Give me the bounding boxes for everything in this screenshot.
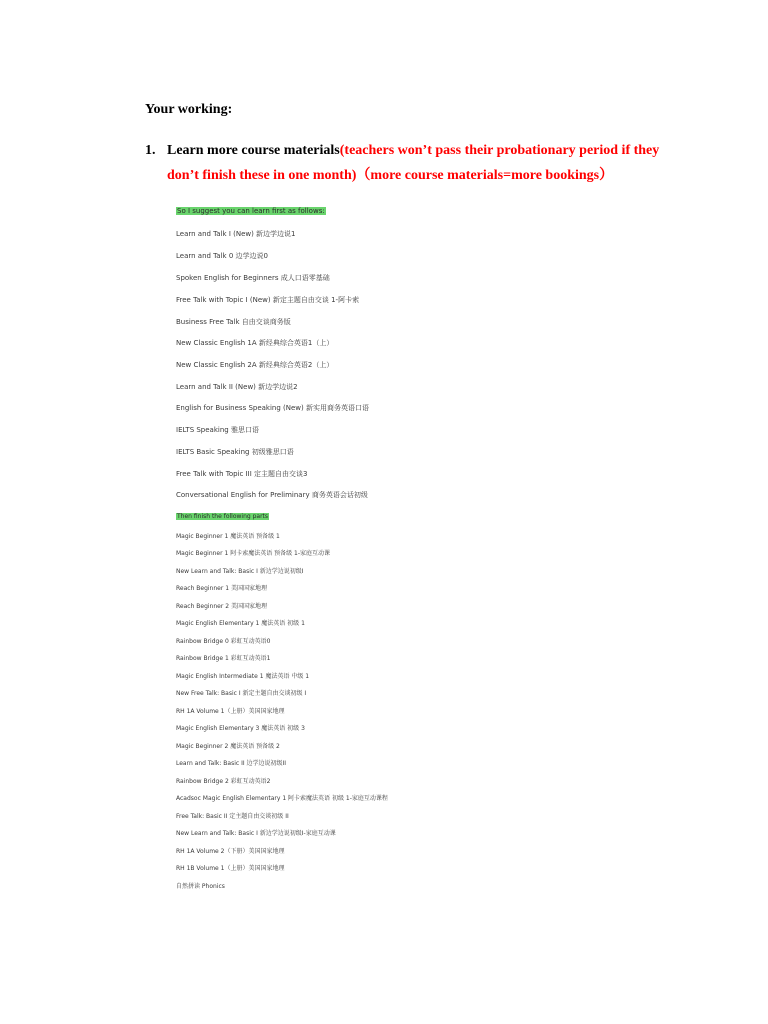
- highlight-first: [176, 207, 326, 215]
- list-item: Learn and Talk: Basic II 边学边说初级II: [176, 760, 287, 767]
- highlight-second: [176, 513, 269, 520]
- list-item: Free Talk with Topic I (New) 新定主题自由交谈 1-阿卡索: [176, 296, 360, 304]
- list-item: Acadsoc Magic English Elementary 1 阿卡索魔法英语 初级 1-家庭互动课程: [176, 795, 388, 802]
- item-text-black: Learn more course materials: [167, 143, 340, 158]
- list-item: Magic Beginner 2 魔法英语 预备级 2: [176, 743, 280, 750]
- list-item: Spoken English for Beginners 成人口语零基础: [176, 274, 330, 282]
- list-item: 自然拼读 Phonics: [176, 883, 225, 890]
- list-item: Rainbow Bridge 2 彩虹互动英语2: [176, 778, 271, 785]
- list-item: RH 1B Volume 1（上册）美国国家地理: [176, 865, 285, 872]
- list-item: New Free Talk: Basic I 新定主题自由交谈初级 I: [176, 690, 307, 697]
- list-item: Learn and Talk I (New) 新边学边说1: [176, 230, 296, 238]
- highlight-text: So I suggest you can learn first as follows:: [177, 207, 325, 215]
- list-item-text: [167, 138, 665, 188]
- list-item: IELTS Speaking 雅思口语: [176, 426, 259, 434]
- list-item: IELTS Basic Speaking 初级雅思口语: [176, 448, 294, 456]
- list-item: Magic English Intermediate 1 魔法英语 中级 1: [176, 673, 310, 680]
- list-item: Learn and Talk 0 边学边说0: [176, 252, 268, 260]
- list-item: New Learn and Talk: Basic I 新边学边说初级I: [176, 568, 304, 575]
- list-item: English for Business Speaking (New) 新实用商务英语口语: [176, 404, 369, 412]
- list-number: 1.: [145, 143, 156, 158]
- list-item: Magic English Elementary 3 魔法英语 初级 3: [176, 725, 305, 732]
- section-heading: Your working:: [145, 102, 233, 117]
- list-item: Conversational English for Preliminary 商务英语会话初级: [176, 491, 368, 499]
- list-item: Rainbow Bridge 0 彩虹互动英语0: [176, 638, 271, 645]
- list-item: New Learn and Talk: Basic I 新边学边说初级I-家庭互动课: [176, 830, 336, 837]
- list-item: Reach Beginner 2 美国国家地理: [176, 603, 267, 610]
- list-item: Reach Beginner 1 美国国家地理: [176, 585, 267, 592]
- list-item: RH 1A Volume 2（下册）美国国家地理: [176, 848, 285, 855]
- list-item: Magic Beginner 1 魔法英语 预备级 1: [176, 533, 280, 540]
- list-item-1: [145, 138, 665, 188]
- list-item: Magic Beginner 1 阿卡索魔法英语 预备级 1-家庭互动课: [176, 550, 331, 557]
- list-item: Learn and Talk II (New) 新边学边说2: [176, 383, 298, 391]
- list-item: RH 1A Volume 1（上册）美国国家地理: [176, 708, 285, 715]
- item-text-red: (teachers won’t pass their probationary period if they don’t finish these in one month)（more course materials=more bookings）: [167, 143, 660, 183]
- list-item: New Classic English 2A 新经典综合英语2（上）: [176, 361, 334, 369]
- list-item: Rainbow Bridge 1 彩虹互动英语1: [176, 655, 271, 662]
- list-item: Business Free Talk 自由交谈商务版: [176, 318, 291, 326]
- list-item: Magic English Elementary 1 魔法英语 初级 1: [176, 620, 305, 627]
- list-item: Free Talk with Topic III 定主题自由交谈3: [176, 470, 308, 478]
- list-item: New Classic English 1A 新经典综合英语1（上）: [176, 339, 334, 347]
- list-item: Free Talk: Basic II 定主题自由交谈初级 II: [176, 813, 289, 820]
- highlight-text: Then finish the following parts: [177, 513, 269, 520]
